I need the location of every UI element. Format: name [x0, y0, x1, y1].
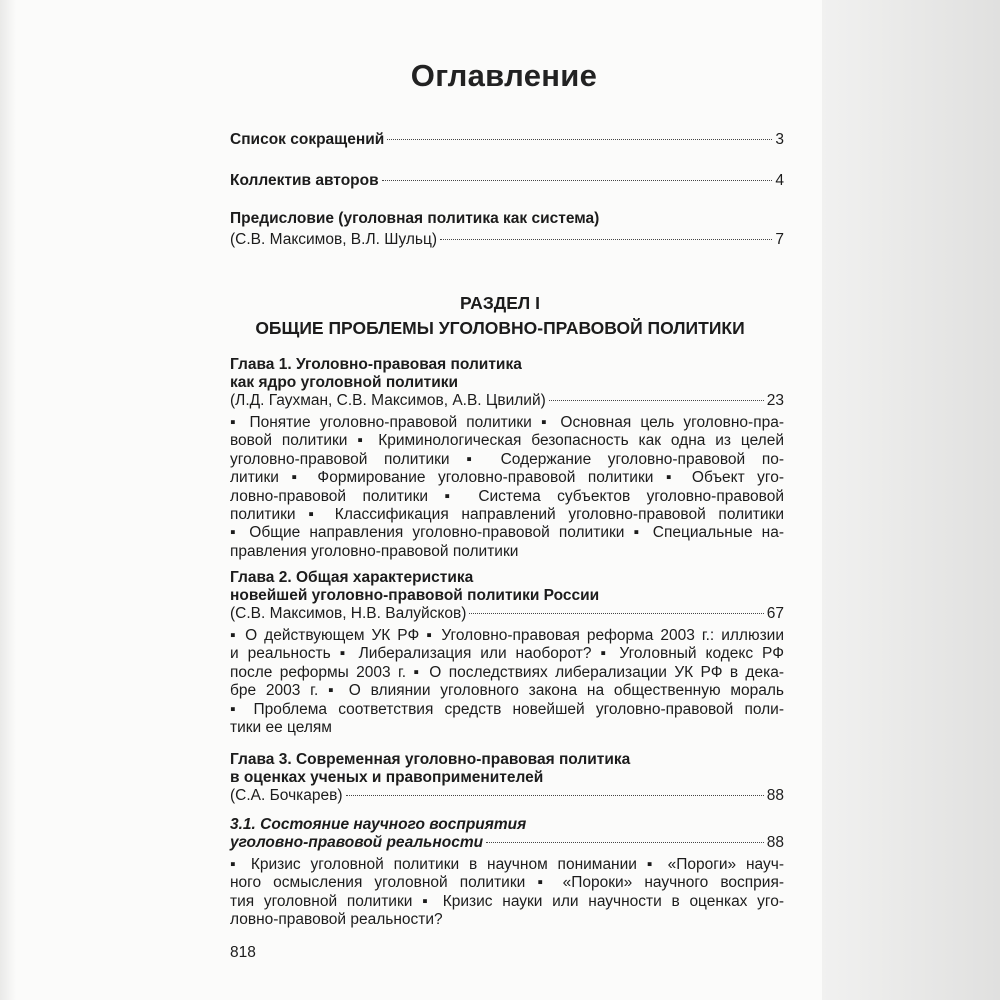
- chapter-title-line: как ядро уголовной политики: [230, 374, 459, 391]
- toc-chapter-3[interactable]: [230, 751, 784, 805]
- chapter-page: 23: [766, 392, 784, 409]
- chapter-authors: (С.В. Максимов, Н.В. Валуйсков): [230, 605, 467, 622]
- subsection-title-line: 3.1. Состояние научного восприятия: [230, 816, 527, 833]
- summary-line: ▪ Понятие уголовно-правовой политики ▪ Основная цель уголовно-пра-: [230, 414, 784, 431]
- subsection-page: 88: [766, 834, 784, 851]
- summary-line: ловно-правовой политики ▪ Система субъектов уголовно-правовой: [230, 487, 784, 505]
- page-gutter-shadow: [0, 0, 16, 1000]
- summary-line: вовой политики ▪ Криминологическая безопасность как одна из целей: [230, 432, 784, 450]
- dot-leader: [440, 239, 772, 240]
- chapter-authors: (С.А. Бочкарев): [230, 787, 343, 804]
- summary-line: и реальность ▪ Либерализация или наоборот? ▪ Уголовный кодекс РФ: [230, 645, 784, 663]
- chapter-summary: [230, 627, 784, 737]
- toc-entry-title: Коллектив авторов: [230, 172, 379, 189]
- dot-leader: [549, 400, 764, 401]
- summary-line: правления уголовно-правовой политики: [230, 542, 519, 560]
- chapter-summary: [230, 414, 784, 561]
- summary-line: ного осмысления уголовной политики ▪ «Пороки» научного восприя-: [230, 874, 784, 892]
- subsection-summary: [230, 856, 784, 930]
- toc-entry-title: Предисловие (уголовная политика как система): [230, 210, 600, 227]
- summary-line: тия уголовной политики ▪ Кризис науки или научности в оценках уго-: [230, 892, 784, 910]
- page-edge-shadow: [822, 0, 1000, 1000]
- dot-leader: [387, 139, 772, 140]
- toc-entry-authors: (С.В. Максимов, В.Л. Шульц): [230, 231, 438, 248]
- section-title: ОБЩИЕ ПРОБЛЕМЫ УГОЛОВНО-ПРАВОВОЙ ПОЛИТИКИ: [255, 318, 745, 338]
- section-label: РАЗДЕЛ I: [460, 293, 540, 313]
- summary-line: тики ее целям: [230, 719, 332, 737]
- summary-line: после реформы 2003 г. ▪ О последствиях либерализации УК РФ в дека-: [230, 663, 784, 681]
- chapter-authors: (Л.Д. Гаухман, С.В. Максимов, А.В. Цвилий): [230, 392, 546, 409]
- summary-line: ловно-правовой реальности?: [230, 911, 443, 929]
- dot-leader: [486, 842, 764, 843]
- toc-chapter-2[interactable]: [230, 569, 784, 737]
- chapter-title-line: Глава 2. Общая характеристика: [230, 569, 474, 586]
- summary-line: уголовно-правовой политики ▪ Содержание уголовно-правовой по-: [230, 450, 784, 468]
- dot-leader: [382, 180, 773, 181]
- chapter-title-line: в оценках ученых и правоприменителей: [230, 769, 544, 786]
- toc-entry-page: 3: [775, 131, 784, 148]
- summary-line: литики ▪ Формирование уголовно-правовой политики ▪ Объект уго-: [230, 469, 784, 487]
- chapter-title-line: Глава 3. Современная уголовно-правовая политика: [230, 751, 631, 768]
- summary-line: бре 2003 г. ▪ О влиянии уголовного закона на общественную мораль: [230, 682, 784, 700]
- chapter-page: 67: [766, 605, 784, 622]
- toc-entry-preface[interactable]: [230, 210, 784, 249]
- toc-chapter-1[interactable]: [230, 356, 784, 561]
- toc-entry-authors-collective[interactable]: [230, 172, 784, 190]
- toc-entry-page: 7: [775, 231, 784, 248]
- summary-line: ▪ Кризис уголовной политики в научном понимании ▪ «Пороги» науч-: [230, 856, 784, 873]
- dot-leader: [346, 795, 764, 796]
- page-title: Оглавление: [410, 58, 598, 93]
- subsection-title-line: уголовно-правовой реальности: [230, 834, 484, 851]
- summary-line: политики ▪ Классификация направлений уголовно-правовой политики: [230, 506, 784, 524]
- dot-leader: [469, 613, 763, 614]
- toc-entry-abbreviations[interactable]: [230, 131, 784, 149]
- summary-line: ▪ О действующем УК РФ ▪ Уголовно-правовая реформа 2003 г.: иллюзии: [230, 627, 784, 644]
- toc-entry-page: 4: [775, 172, 784, 189]
- page-number: 818: [230, 944, 256, 961]
- toc-subsection-3-1[interactable]: [230, 816, 784, 930]
- toc-entry-title: Список сокращений: [230, 131, 385, 148]
- summary-line: ▪ Общие направления уголовно-правовой политики ▪ Специальные на-: [230, 524, 784, 542]
- chapter-title-line: Глава 1. Уголовно-правовая политика: [230, 356, 522, 373]
- chapter-title-line: новейшей уголовно-правовой политики России: [230, 587, 600, 604]
- summary-line: ▪ Проблема соответствия средств новейшей уголовно-правовой поли-: [230, 700, 784, 718]
- chapter-page: 88: [766, 787, 784, 804]
